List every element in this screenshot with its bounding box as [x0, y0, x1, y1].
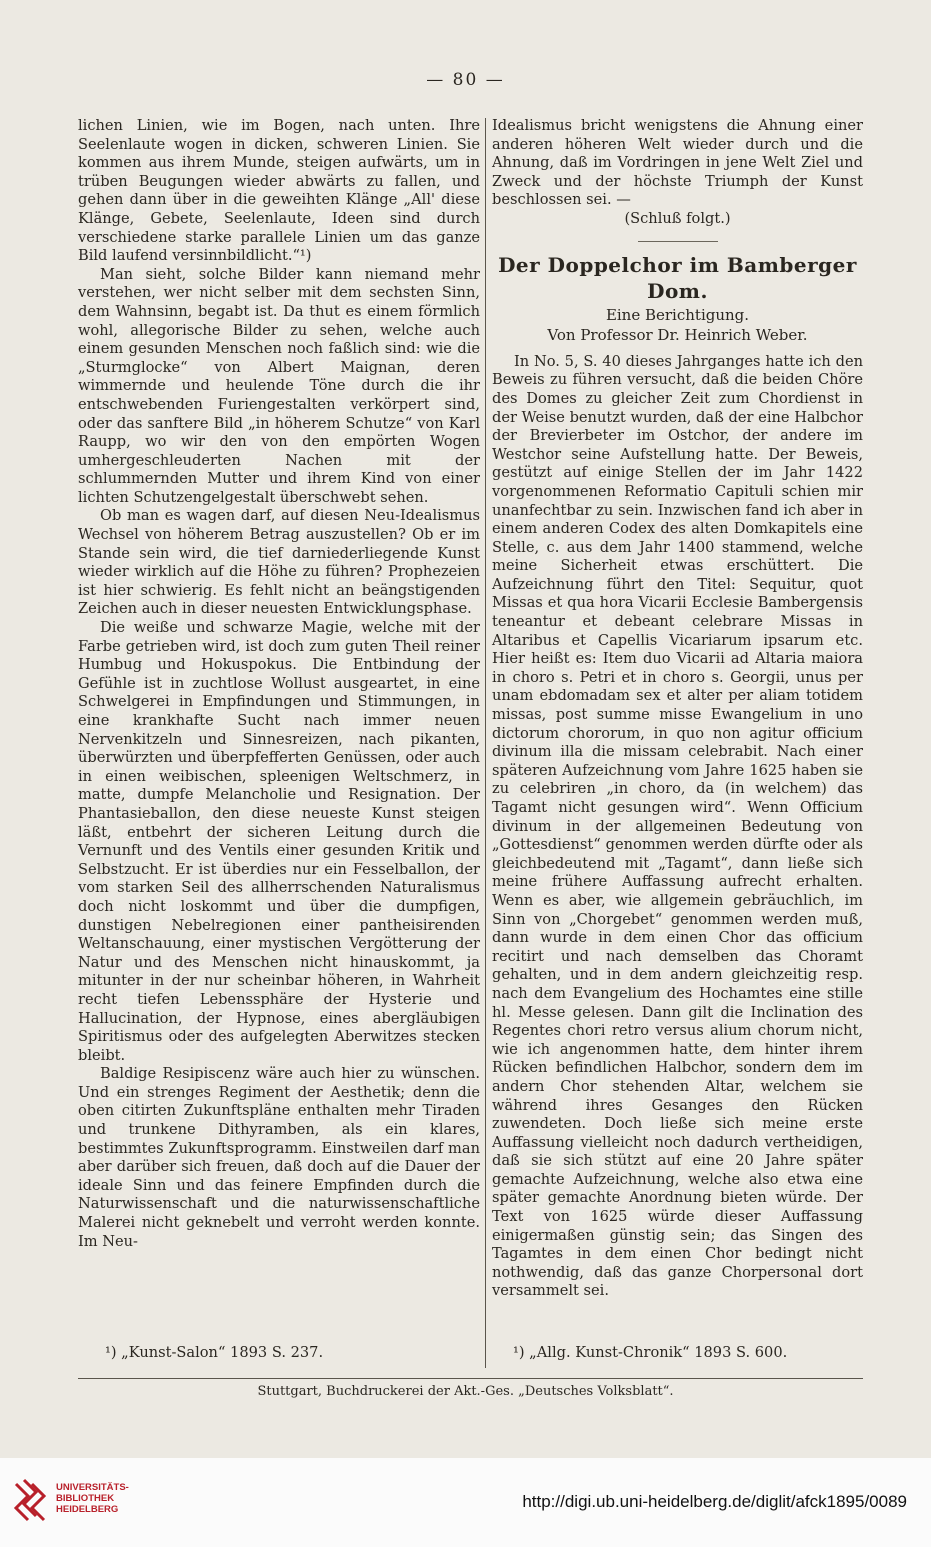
- library-name-line: HEIDELBERG: [56, 1504, 119, 1515]
- library-logo-icon: [12, 1476, 50, 1524]
- article-subtitle: Eine Berichtigung.: [605, 305, 750, 324]
- paragraph: Man sieht, solche Bilder kann niemand mehr verstehen, wer nicht selber mit dem sechsten Sinn, dem Wahnsinn, begabt ist. Da thut es einem förmlich wohl, allegorische Bilder zu sehen, welche auch einem gesunden Menschen noch faßlich sind: wie die „Sturmglocke“ von Albert Maignan, deren wimmernde und heulende Töne durch die ihr entschwebenden Furiengestalten verkörpert sind, oder das sanftere Bild „in höherem Schutze“ von Karl Raupp, wo wir den von den empörten Wogen umhergeschleuderten Nachen mit der schlummernden Mutter und ihrem Kind von einer lichten Schutzengelgestalt überschwebt sehen.: [78, 265, 480, 506]
- continued-note: (Schluß folgt.): [624, 209, 731, 227]
- left-column: [78, 117, 480, 1251]
- library-name: [56, 1482, 129, 1515]
- paragraph: Baldige Resipiscenz wäre auch hier zu wünschen. Und ein strenges Regiment der Aesthetik; denn die oben citirten Zukunftspläne enthalten mehr Tiraden und trunkene Dithyramben, als ein klares, bestimmtes Zukunftsprogramm. Einstweilen darf man aber darüber sich freuen, daß doch auf die Dauer der ideale Sinn und das feinere Empfinden durch die Naturwissenschaft und die naturwissenschaftliche Malerei nicht geknebelt und verroht werden konnte. Im Neu-: [78, 1065, 480, 1250]
- page-number: — 80 —: [426, 70, 505, 90]
- footer-rule: [78, 1378, 863, 1379]
- library-name-line: UNIVERSITÄTS-: [56, 1482, 129, 1493]
- library-name-line: BIBLIOTHEK: [56, 1493, 115, 1504]
- column-divider: [485, 118, 486, 1368]
- right-column: [492, 117, 863, 1301]
- imprint: Stuttgart, Buchdruckerei der Akt.-Ges. „Deutsches Volksblatt“.: [257, 1384, 674, 1399]
- source-url-link[interactable]: http://digi.ub.uni-heidelberg.de/diglit/afck1895/0089: [522, 1492, 907, 1511]
- footnote-left: ¹) „Kunst-Salon“ 1893 S. 237.: [105, 1344, 324, 1361]
- paragraph: Die weiße und schwarze Magie, welche mit der Farbe getrieben wird, ist doch zum guten Theil reiner Humbug und Hokuspokus. Die Entbindung der Gefühle ist in zuchtlose Wollust ausgeartet, in eine Schwelgerei in Empfindungen und Stimmungen, in eine krankhafte Sucht nach immer neuen Nervenkitzeln und Sinnesreizen, nach pikanten, überwürzten und überpfefferten Genüssen, oder auch in einen weibischen, spleenigen Weltschmerz, in matte, dumpfe Melancholie und Resignation. Der Phantasieballon, den diese neueste Kunst steigen läßt, entbehrt der sicheren Leitung durch die Vernunft und des Ventils einer gesunden Kritik und Selbstzucht. Er ist überdies nur ein Fesselballon, der vom starken Seil des allherrschenden Naturalismus doch nicht loskommt und über die dumpfigen, dunstigen Nebelregionen einer pantheisirenden Weltanschauung, einer mystischen Vergötterung der Natur und des Menschen nicht hinauskommt, ja mitunter in der nur scheinbar höheren, in Wahrheit recht tiefen Lebenssphäre der Hysterie und Hallucination, der Hypnose, eines abergläubigen Spiritismus oder des aufgelegten Aberwitzes stecken bleibt.: [78, 619, 480, 1064]
- paragraph: Ob man es wagen darf, auf diesen Neu-Idealismus Wechsel von höherem Betrag auszustellen? Ob er im Stande sein wird, die tief darniederliegende Kunst wieder wirklich auf die Höhe zu führen? Prophezeien ist hier schwierig. Es fehlt nicht an beängstigenden Zeichen auch in dieser neuesten Entwicklungsphase.: [78, 507, 480, 618]
- paragraph: Idealismus bricht wenigstens die Ahnung einer anderen höheren Welt wieder durch und die Ahnung, daß im Vordringen in jene Welt Ziel und Zweck und der höchste Triumph der Kunst beschlossen sei. —: [492, 117, 863, 209]
- section-rule: [638, 241, 718, 242]
- footnote-right: ¹) „Allg. Kunst-Chronik“ 1893 S. 600.: [513, 1344, 788, 1361]
- article-title: Der Doppelchor im Bamberger Dom.: [498, 252, 857, 303]
- paragraph: lichen Linien, wie im Bogen, nach unten. Ihre Seelenlaute wogen in dicken, schweren Linien. Sie kommen aus ihrem Munde, steigen aufwärts, um in trüben Beugungen wieder abwärts zu fallen, und gehen dann über in die geweihten Klänge „All' diese Klänge, Gebete, Seelenlaute, Ideen sind durch verschiedene starke parallele Linien um das ganze Bild laufend versinnbildlicht.“¹): [78, 117, 480, 265]
- article-author: Von Professor Dr. Heinrich Weber.: [547, 326, 808, 345]
- paragraph: In No. 5, S. 40 dieses Jahrganges hatte ich den Beweis zu führen versucht, daß die beiden Chöre des Domes zu gleicher Zeit zum Chordienst in der Weise benutzt wurden, daß der eine Halbchor der Brevierbeter im Ostchor, der andere im Westchor seine Aufstellung hatte. Der Beweis, gestützt auf einige Stellen der im Jahr 1422 vorgenommenen Reformatio Capituli schien mir unanfechtbar zu sein. Inzwischen fand ich aber in einem anderen Codex des alten Domkapitels eine Stelle, c. aus dem Jahr 1400 stammend, welche meine Sicherheit etwas erschüttert. Die Aufzeichnung führt den Titel: Sequitur, quot Missas et qua hora Vicarii Ecclesie Bambergensis teneantur et debeant celebrare Missas in Altaribus et Capellis Vicariarum ipsarum etc. Hier heißt es: Item duo Vicarii ad Altaria maiora in choro s. Petri et in choro s. Georgii, unus per unam ebdomadam sex et alter per aliam totidem missas, post summe misse Ewangelium in uno dictorum chororum, in quo non agitur officium divinum illa die missam celebrabit. Nach einer späteren Aufzeichnung vom Jahre 1625 haben sie zu celebriren „in choro, da (in welchem) das Tagamt nicht gesungen wird“. Wenn Officium divinum in der allgemeinen Bedeutung von „Gottesdienst“ genommen werden dürfte oder als gleichbedeutend mit „Tagamt“, dann ließe sich meine frühere Auffassung aufrecht erhalten. Wenn es aber, wie allgemein gebräuchlich, im Sinn von „Chorgebet“ genommen werden muß, dann wurde in dem einen Chor das officium recitirt und nach demselben das Choramt gehalten, und in dem andern gleichzeitig resp. nach dem Evangelium des Hochamtes eine stille hl. Messe gelesen. Dann gilt die Inclination des Regentes chori retro versus alium chorum nicht, wie ich angenommen hatte, dem hinter ihrem Rücken befindlichen Halbchor, sondern dem im andern Chor stehenden Altar, welchem sie während ihres Gesanges den Rücken zuwendeten. Doch ließe sich meine erste Auffassung vielleicht noch dadurch vertheidigen, daß sie sich stützt auf eine 20 Jahre später gemachte Aufzeichnung, welche also etwa eine später gemachte Anordnung bieten würde. Der Text von 1625 würde dieser Auffassung einigermaßen günstig sein; das Singen des Tagamtes in dem einen Chor bedingt nicht nothwendig, daß das ganze Chorpersonal dort versammelt sei.: [492, 352, 863, 1300]
